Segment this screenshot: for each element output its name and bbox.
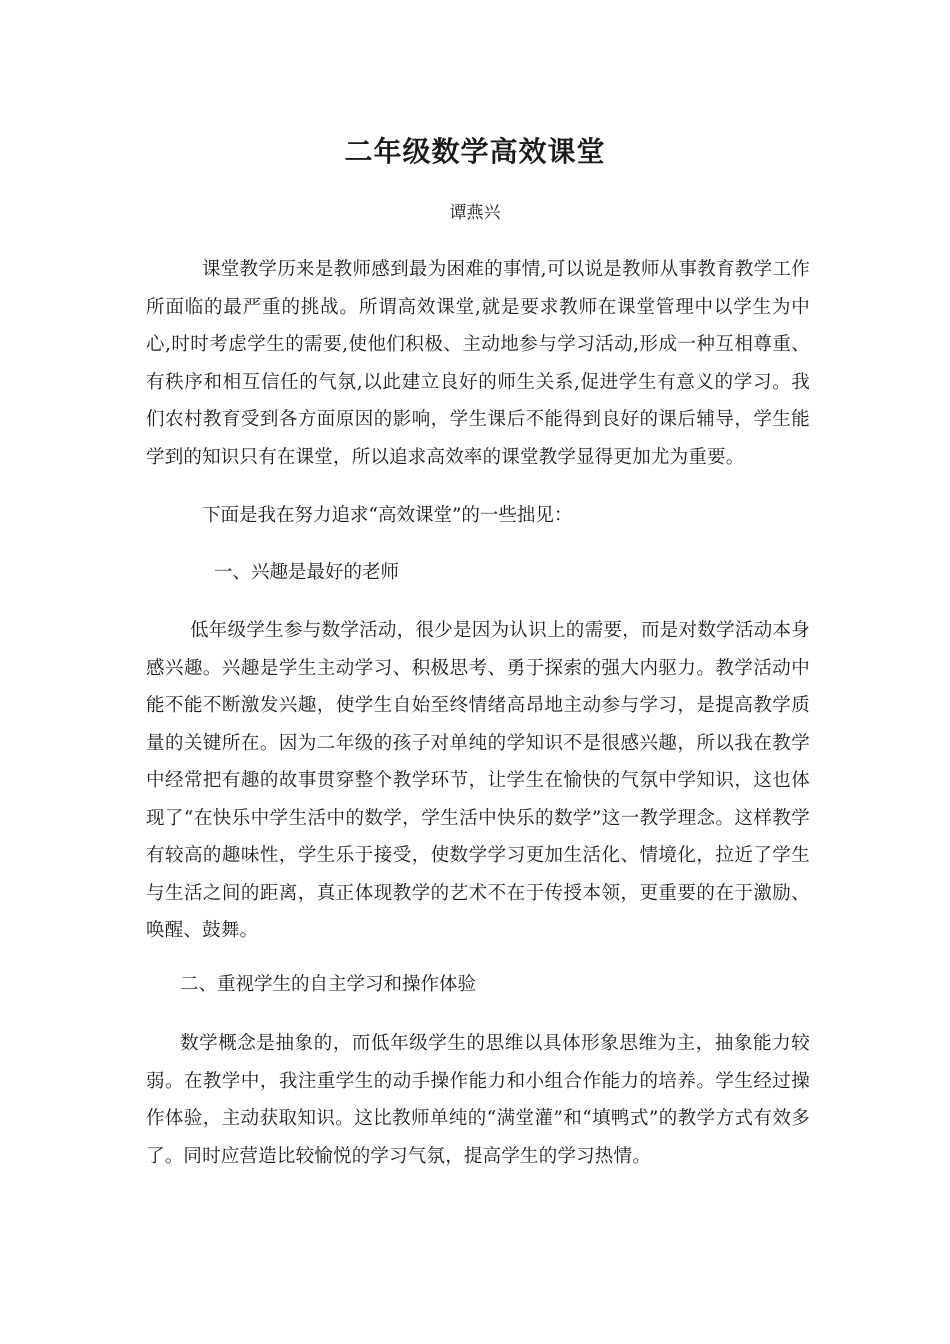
intro-paragraph: 课堂教学历来是教师感到最为困难的事情,可以说是教师从事教育教学工作所面临的最严重的挑战。所谓高效课堂,就是要求教师在课堂管理中以学生为中心,时时考虑学生的需要,使他们积极、主动地参与学习活动,形成一种互相尊重、有秩序和相互信任的气氛,以此建立良好的师生关系,促进学生有意义的学习。我们农村教育受到各方面原因的影响，学生课后不能得到良好的课后辅导，学生能学到的知识只有在课堂，所以追求高效率的课堂教学显得更加尤为重要。	[146, 259, 810, 468]
author-name: 谭燕兴	[449, 203, 501, 223]
section-1-heading: 一、兴趣是最好的老师	[214, 562, 400, 583]
section-2-paragraph: 数学概念是抽象的，而低年级学生的思维以具体形象思维为主，抽象能力较弱。在教学中，我注重学生的动手操作能力和小组合作能力的培养。学生经过操作体验，主动获取知识。这比教师单纯的“满堂灌”和“填鸭式”的教学方式有效多了。同时应营造比较愉悦的学习气氛，提高学生的学习热情。	[146, 1033, 810, 1167]
lead-in-text: 下面是我在努力追求“高效课堂”的一些拙见：	[202, 505, 573, 526]
page-title: 二年级数学高效课堂	[344, 135, 606, 168]
section-2-heading: 二、重视学生的自主学习和操作体验	[180, 974, 477, 995]
section-1-paragraph: 低年级学生参与数学活动，很少是因为认识上的需要，而是对数学活动本身感兴趣。兴趣是学生主动学习、积极思考、勇于探索的强大内驱力。教学活动中能不能不断激发兴趣，使学生自始至终情绪高昂地主动参与学习，是提高教学质量的关键所在。因为二年级的孩子对单纯的学知识不是很感兴趣，所以我在教学中经常把有趣的故事贯穿整个教学环节，让学生在愉快的气氛中学知识，这也体现了“在快乐中学生活中的数学，学生活中快乐的数学”这一教学理念。这样教学有较高的趣味性，学生乐于接受，使数学学习更加生活化、情境化，拉近了学生与生活之间的距离，真正体现教学的艺术不在于传授本领，更重要的在于激励、唤醒、鼓舞。	[146, 620, 810, 941]
